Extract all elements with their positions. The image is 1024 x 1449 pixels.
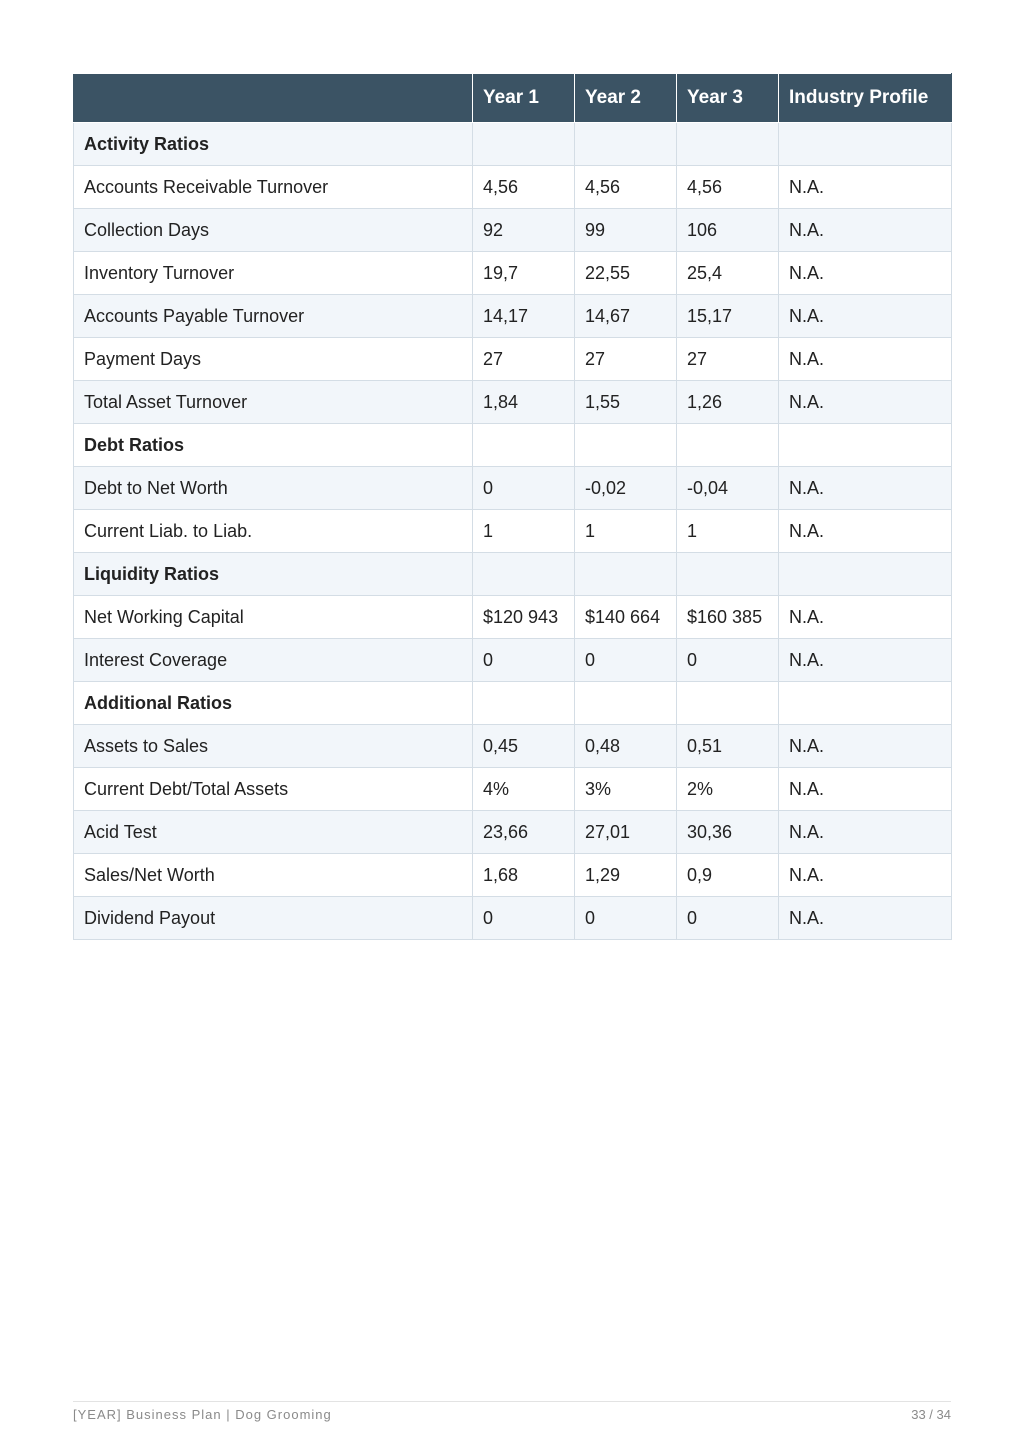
year-2-value: -0,02 — [575, 467, 677, 510]
year-3-value: 15,17 — [677, 295, 779, 338]
year-1-value: 19,7 — [473, 252, 575, 295]
table-body — [74, 123, 952, 940]
industry-profile-value: N.A. — [779, 897, 952, 940]
section-title: Additional Ratios — [74, 682, 473, 725]
industry-profile-value: N.A. — [779, 467, 952, 510]
table-row — [74, 768, 952, 811]
year-3-value: 25,4 — [677, 252, 779, 295]
industry-profile-value — [779, 682, 952, 725]
ratio-analysis-table — [73, 73, 952, 940]
year-1-value: 4% — [473, 768, 575, 811]
row-label: Acid Test — [74, 811, 473, 854]
header-cell-industry-profile: Industry Profile — [779, 74, 952, 123]
table-row — [74, 897, 952, 940]
header-cell-label — [74, 74, 473, 123]
row-label: Dividend Payout — [74, 897, 473, 940]
section-title: Debt Ratios — [74, 424, 473, 467]
year-1-value: 14,17 — [473, 295, 575, 338]
year-3-value: $160 385 — [677, 596, 779, 639]
row-label: Interest Coverage — [74, 639, 473, 682]
year-2-value: 1 — [575, 510, 677, 553]
industry-profile-value: N.A. — [779, 596, 952, 639]
table-row — [74, 295, 952, 338]
year-2-value: $140 664 — [575, 596, 677, 639]
year-1-value — [473, 424, 575, 467]
year-1-value — [473, 123, 575, 166]
industry-profile-value: N.A. — [779, 639, 952, 682]
year-1-value — [473, 682, 575, 725]
year-3-value: 0 — [677, 639, 779, 682]
year-2-value — [575, 553, 677, 596]
year-1-value: 1,84 — [473, 381, 575, 424]
row-label: Payment Days — [74, 338, 473, 381]
year-3-value — [677, 424, 779, 467]
industry-profile-value: N.A. — [779, 854, 952, 897]
section-title: Activity Ratios — [74, 123, 473, 166]
table-row — [74, 510, 952, 553]
year-1-value: 1,68 — [473, 854, 575, 897]
year-3-value: 1 — [677, 510, 779, 553]
row-label: Current Debt/Total Assets — [74, 768, 473, 811]
row-label: Current Liab. to Liab. — [74, 510, 473, 553]
year-3-value: 106 — [677, 209, 779, 252]
industry-profile-value: N.A. — [779, 338, 952, 381]
year-1-value: 0 — [473, 467, 575, 510]
table-row — [74, 338, 952, 381]
year-2-value — [575, 424, 677, 467]
row-label: Inventory Turnover — [74, 252, 473, 295]
year-3-value — [677, 682, 779, 725]
year-3-value: -0,04 — [677, 467, 779, 510]
footer-page-number: 33 / 34 — [911, 1407, 951, 1422]
row-label: Accounts Payable Turnover — [74, 295, 473, 338]
industry-profile-value: N.A. — [779, 166, 952, 209]
year-2-value: 0,48 — [575, 725, 677, 768]
table-row — [74, 811, 952, 854]
year-1-value — [473, 553, 575, 596]
year-3-value — [677, 123, 779, 166]
industry-profile-value — [779, 553, 952, 596]
year-2-value: 99 — [575, 209, 677, 252]
year-1-value: 1 — [473, 510, 575, 553]
section-header-row — [74, 553, 952, 596]
industry-profile-value — [779, 424, 952, 467]
row-label: Assets to Sales — [74, 725, 473, 768]
year-1-value: 0,45 — [473, 725, 575, 768]
section-header-row — [74, 123, 952, 166]
year-2-value: 1,55 — [575, 381, 677, 424]
year-1-value: 0 — [473, 639, 575, 682]
year-2-value — [575, 682, 677, 725]
row-label: Sales/Net Worth — [74, 854, 473, 897]
section-header-row — [74, 424, 952, 467]
year-1-value: $120 943 — [473, 596, 575, 639]
year-3-value: 1,26 — [677, 381, 779, 424]
year-1-value: 92 — [473, 209, 575, 252]
table-row — [74, 854, 952, 897]
year-3-value — [677, 553, 779, 596]
year-1-value: 4,56 — [473, 166, 575, 209]
year-1-value: 23,66 — [473, 811, 575, 854]
header-cell-year-1: Year 1 — [473, 74, 575, 123]
table-row — [74, 252, 952, 295]
table-row — [74, 166, 952, 209]
year-3-value: 27 — [677, 338, 779, 381]
industry-profile-value: N.A. — [779, 811, 952, 854]
table-row — [74, 725, 952, 768]
year-3-value: 2% — [677, 768, 779, 811]
section-header-row — [74, 682, 952, 725]
industry-profile-value: N.A. — [779, 725, 952, 768]
table-row — [74, 596, 952, 639]
industry-profile-value: N.A. — [779, 768, 952, 811]
industry-profile-value — [779, 123, 952, 166]
industry-profile-value: N.A. — [779, 295, 952, 338]
year-2-value: 14,67 — [575, 295, 677, 338]
table-row — [74, 467, 952, 510]
header-cell-year-3: Year 3 — [677, 74, 779, 123]
industry-profile-value: N.A. — [779, 209, 952, 252]
table-row — [74, 209, 952, 252]
year-2-value: 1,29 — [575, 854, 677, 897]
row-label: Net Working Capital — [74, 596, 473, 639]
year-3-value: 4,56 — [677, 166, 779, 209]
year-2-value: 0 — [575, 897, 677, 940]
footer-document-title: [YEAR] Business Plan | Dog Grooming — [73, 1407, 332, 1422]
year-2-value: 0 — [575, 639, 677, 682]
year-3-value: 30,36 — [677, 811, 779, 854]
year-2-value: 27,01 — [575, 811, 677, 854]
row-label: Total Asset Turnover — [74, 381, 473, 424]
year-2-value: 22,55 — [575, 252, 677, 295]
footer-divider — [73, 1401, 951, 1402]
industry-profile-value: N.A. — [779, 510, 952, 553]
year-2-value: 4,56 — [575, 166, 677, 209]
row-label: Debt to Net Worth — [74, 467, 473, 510]
year-2-value: 3% — [575, 768, 677, 811]
year-1-value: 27 — [473, 338, 575, 381]
section-title: Liquidity Ratios — [74, 553, 473, 596]
table-row — [74, 639, 952, 682]
row-label: Accounts Receivable Turnover — [74, 166, 473, 209]
table-header-row — [74, 74, 952, 123]
year-2-value — [575, 123, 677, 166]
table-row — [74, 381, 952, 424]
row-label: Collection Days — [74, 209, 473, 252]
industry-profile-value: N.A. — [779, 381, 952, 424]
year-3-value: 0,51 — [677, 725, 779, 768]
year-3-value: 0,9 — [677, 854, 779, 897]
year-1-value: 0 — [473, 897, 575, 940]
year-3-value: 0 — [677, 897, 779, 940]
header-cell-year-2: Year 2 — [575, 74, 677, 123]
industry-profile-value: N.A. — [779, 252, 952, 295]
year-2-value: 27 — [575, 338, 677, 381]
